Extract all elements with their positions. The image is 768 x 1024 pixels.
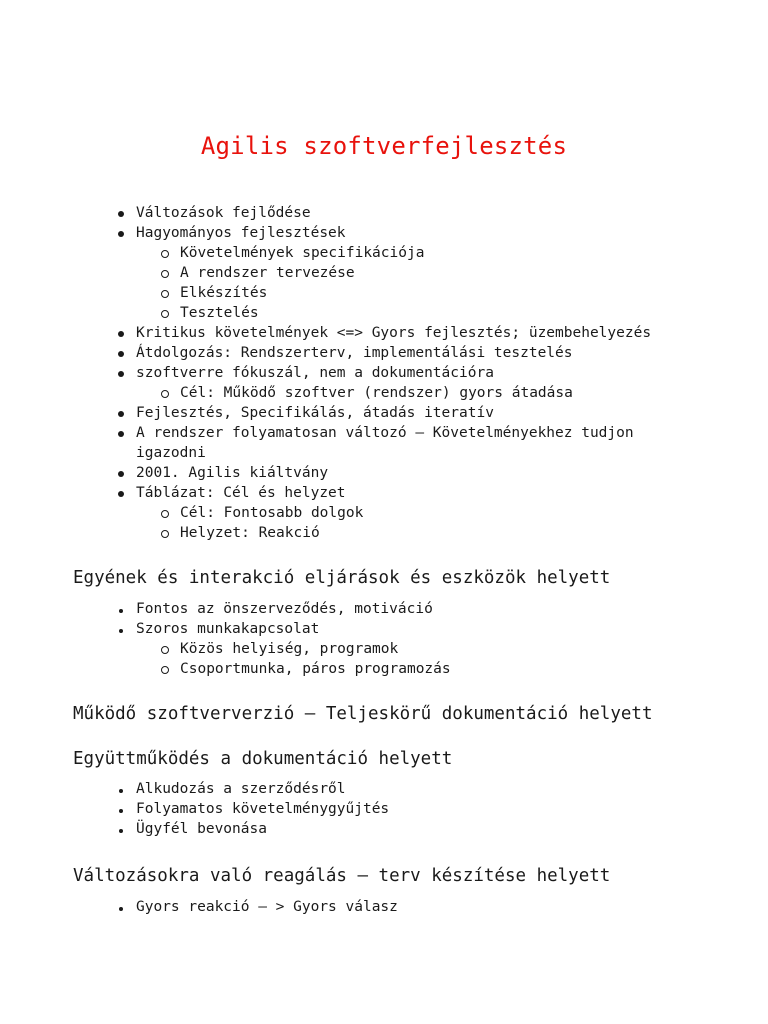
list-item-label: Hagyományos fejlesztések	[136, 225, 346, 241]
sub-list	[180, 383, 696, 403]
sub-list-item-label: Elkészítés	[180, 285, 268, 301]
list-item-label: Szoros munkakapcsolat	[136, 621, 320, 637]
section-heading: Működő szoftververzió – Teljeskörű dokumentáció helyett	[73, 704, 653, 724]
sub-list-item	[180, 659, 696, 679]
list-item	[136, 423, 656, 463]
list-item	[136, 403, 696, 423]
list-item-label: Gyors reakció – > Gyors válasz	[136, 899, 398, 915]
sub-list	[180, 503, 696, 543]
sub-list-item-label: Cél: Működő szoftver (rendszer) gyors átadása	[180, 385, 573, 401]
section-list	[136, 599, 696, 679]
sub-list	[180, 639, 696, 679]
ring-bullet-icon	[158, 283, 172, 304]
list-item	[136, 819, 696, 839]
bullet-icon	[114, 323, 128, 343]
sub-list	[180, 243, 696, 323]
list-item	[136, 463, 696, 483]
ring-bullet-icon	[158, 659, 172, 680]
bullet-icon	[114, 363, 128, 383]
list-item	[136, 599, 696, 619]
sub-list-item-label: Követelmények specifikációja	[180, 245, 425, 261]
sub-list-item-label: Csoportmunka, páros programozás	[180, 661, 451, 677]
list-item-label: Kritikus követelmények <=> Gyors fejlesztés; üzembehelyezés	[136, 325, 652, 341]
list-item	[136, 483, 696, 543]
sub-list-item	[180, 243, 696, 263]
sub-list-item	[180, 503, 696, 523]
bullet-icon	[114, 203, 128, 223]
small-bullet-icon	[114, 779, 128, 799]
sub-list-item	[180, 523, 696, 543]
bullet-icon	[114, 463, 128, 483]
sub-list-item-label: Tesztelés	[180, 305, 259, 321]
ring-bullet-icon	[158, 523, 172, 544]
list-item	[136, 897, 696, 917]
sub-list-item-label: Közös helyiség, programok	[180, 641, 399, 657]
list-item	[136, 343, 696, 363]
section-list	[136, 897, 696, 917]
sub-list-item-label: Cél: Fontosabb dolgok	[180, 505, 364, 521]
small-bullet-icon	[114, 599, 128, 619]
bullet-icon	[114, 223, 128, 243]
bullet-icon	[114, 403, 128, 423]
sub-list-item	[180, 639, 696, 659]
ring-bullet-icon	[158, 263, 172, 284]
list-item-label: Folyamatos követelménygyűjtés	[136, 801, 390, 817]
document-title: Agilis szoftverfejlesztés	[200, 132, 568, 160]
sub-list-item	[180, 303, 696, 323]
list-item-label: Átdolgozás: Rendszerterv, implementálási tesztelés	[136, 345, 573, 361]
sub-list-item	[180, 263, 696, 283]
bullet-icon	[114, 423, 128, 443]
list-item	[136, 619, 696, 679]
ring-bullet-icon	[158, 503, 172, 524]
list-item	[136, 799, 696, 819]
section-list	[136, 779, 696, 839]
small-bullet-icon	[114, 819, 128, 839]
list-item-label: 2001. Agilis kiáltvány	[136, 465, 329, 481]
small-bullet-icon	[114, 897, 128, 917]
section-heading: Együttműködés a dokumentáció helyett	[73, 749, 453, 769]
list-item-label: Változások fejlődése	[136, 205, 311, 221]
bullet-icon	[114, 483, 128, 503]
main-bullet-list	[136, 203, 696, 543]
list-item-label: Alkudozás a szerződésről	[136, 781, 346, 797]
small-bullet-icon	[114, 619, 128, 639]
list-item	[136, 363, 696, 403]
list-item	[136, 779, 696, 799]
list-item-label: Fontos az önszerveződés, motiváció	[136, 601, 433, 617]
list-item	[136, 223, 696, 323]
sub-list-item	[180, 383, 696, 403]
ring-bullet-icon	[158, 639, 172, 660]
bullet-icon	[114, 343, 128, 363]
list-item-label: Fejlesztés, Specifikálás, átadás iteratív	[136, 405, 494, 421]
sub-list-item	[180, 283, 696, 303]
list-item-label: Ügyfél bevonása	[136, 821, 267, 837]
ring-bullet-icon	[158, 383, 172, 404]
list-item-label: szoftverre fókuszál, nem a dokumentációra	[136, 365, 494, 381]
list-item	[136, 203, 696, 223]
section-heading: Változásokra való reagálás – terv készítése helyett	[73, 866, 611, 886]
list-item-label: Táblázat: Cél és helyzet	[136, 485, 346, 501]
ring-bullet-icon	[158, 303, 172, 324]
sub-list-item-label: Helyzet: Reakció	[180, 525, 320, 541]
small-bullet-icon	[114, 799, 128, 819]
section-heading: Egyének és interakció eljárások és eszközök helyett	[73, 568, 611, 588]
list-item-label: A rendszer folyamatosan változó – Követelményekhez tudjon igazodni	[136, 425, 634, 461]
list-item	[136, 323, 696, 343]
sub-list-item-label: A rendszer tervezése	[180, 265, 355, 281]
ring-bullet-icon	[158, 243, 172, 264]
